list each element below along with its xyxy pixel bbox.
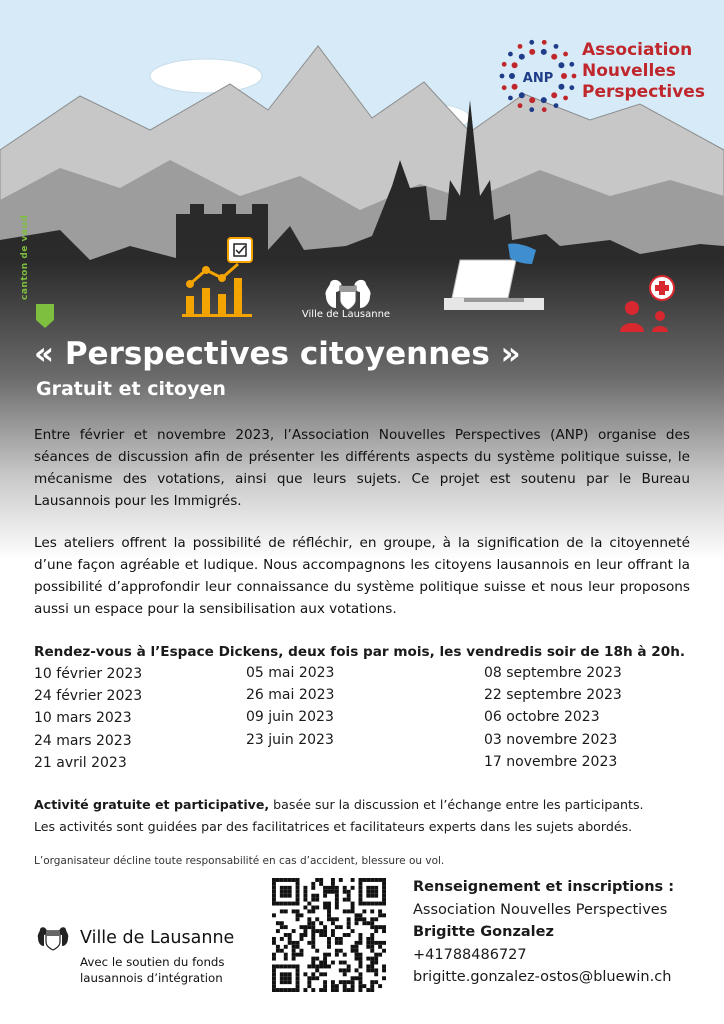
anp-logo-dot xyxy=(542,40,547,45)
anp-logo-dot xyxy=(558,62,564,68)
anp-logo-dot xyxy=(509,73,515,79)
anp-logo-dot xyxy=(558,84,564,90)
date-item: 06 octobre 2023 xyxy=(484,709,600,726)
anp-name-line-2: Nouvelles xyxy=(582,61,676,81)
dates-column-1 xyxy=(34,663,142,774)
qr-code-icon[interactable] xyxy=(272,878,386,992)
anp-logo-dot xyxy=(519,54,525,60)
date-item: 05 mai 2023 xyxy=(246,665,335,681)
anp-logo-dot xyxy=(529,107,534,112)
anp-logo-dot xyxy=(512,62,518,68)
anp-logo-dot xyxy=(529,97,535,103)
vaud-logo-icon xyxy=(34,244,56,330)
anp-logo-dot xyxy=(500,74,505,79)
anp-name-line-3: Perspectives xyxy=(582,82,705,102)
activity-rest: basée sur la discussion et l’échange entre les participants. xyxy=(269,797,644,812)
intro-paragraph: Entre février et novembre 2023, l’Association Nouvelles Perspectives (ANP) organise des séances de discussion afin de présenter les différents aspects du système politique suisse, le mécanisme des votations, ainsi que leurs sujets. Ce projet est soutenu par le Bureau Lausannois pour les Immigrés. xyxy=(34,427,690,509)
dates-column-2 xyxy=(246,662,334,751)
anp-logo-dot xyxy=(554,103,559,108)
anp-logo-dot xyxy=(563,52,568,57)
page-subtitle: Gratuit et citoyen xyxy=(36,378,226,400)
anp-logo-dot xyxy=(554,44,559,49)
lausanne-crest-icon xyxy=(30,926,76,954)
anp-logo-dot xyxy=(569,62,574,67)
activity-bold: Activité gratuite et participative, xyxy=(34,797,270,812)
anp-logo-dot xyxy=(512,84,518,90)
date-item: 10 mars 2023 xyxy=(34,710,132,727)
anp-logo-dot xyxy=(508,96,513,101)
contact-phone[interactable]: +41788486727 xyxy=(413,946,527,963)
anp-logo-dot xyxy=(551,92,557,98)
disclaimer: L’organisateur décline toute responsabilité en cas d’accident, blessure ou vol. xyxy=(34,855,445,867)
lausanne-top-label: Ville de Lausanne xyxy=(301,309,391,320)
contact-organization: Association Nouvelles Perspectives xyxy=(413,901,668,918)
anp-logo-dot xyxy=(561,73,567,79)
chart-icon xyxy=(180,236,256,318)
date-item: 23 juin 2023 xyxy=(246,731,334,748)
anp-logo-dot xyxy=(542,107,547,112)
workshop-paragraph: Les ateliers offrent la possibilité de réfléchir, en groupe, à la signification de la citoyenneté d’une façon agréable et ludique. Nous accompagnons les citoyens lausannois en leur offrant la possibilité d’approfondir leur connaissance du système politique suisse et nous leur proposons aussi un espace pour la sensibilisation aux votations. xyxy=(34,535,690,617)
anp-logo-dot xyxy=(529,40,534,45)
anp-logo-dot xyxy=(518,103,523,108)
anp-logo-text: ANP xyxy=(522,71,554,86)
anp-logo-dot xyxy=(518,44,523,49)
contact-person: Brigitte Gonzalez xyxy=(413,924,554,940)
anp-logo-dot xyxy=(541,49,547,55)
date-item: 21 avril 2023 xyxy=(34,754,127,771)
activity-description xyxy=(34,794,694,838)
anp-logo-dot xyxy=(529,49,535,55)
anp-logo-dot xyxy=(541,97,547,103)
anp-logo-dot xyxy=(502,85,507,90)
ballot-box-icon xyxy=(442,240,546,316)
date-item: 26 mai 2023 xyxy=(246,687,335,704)
anp-logo-dot xyxy=(551,54,557,60)
lausanne-support-text xyxy=(80,954,225,986)
anp-logo-dot xyxy=(563,96,568,101)
anp-logo-dot xyxy=(519,92,525,98)
dates-column-3 xyxy=(484,662,622,773)
date-item: 24 mars 2023 xyxy=(34,732,132,749)
anp-name-line-1: Association xyxy=(582,40,693,60)
date-item: 22 septembre 2023 xyxy=(484,687,622,704)
date-item: 03 novembre 2023 xyxy=(484,731,618,748)
date-item: 24 février 2023 xyxy=(34,688,143,705)
page-title: « Perspectives citoyennes » xyxy=(34,336,521,372)
lausanne-support-line-2: lausannois d’intégration xyxy=(80,971,223,985)
date-item: 08 septembre 2023 xyxy=(484,665,622,681)
rendezvous-heading: Rendez-vous à l’Espace Dickens, deux fois par mois, les vendredis soir de 18h à 20h. xyxy=(34,644,686,660)
activity-line-2: Les activités sont guidées par des facilitatrices et facilitateurs experts dans les sujets abordés. xyxy=(34,819,633,834)
date-item: 17 novembre 2023 xyxy=(484,753,618,770)
lausanne-support-line-1: Avec le soutien du fonds xyxy=(80,955,225,969)
anp-name xyxy=(582,40,705,103)
contact-heading: Renseignement et inscriptions : xyxy=(413,879,675,895)
anp-logo-dot xyxy=(502,62,507,67)
swiss-citizens-icon xyxy=(616,274,688,336)
vaud-logo-label: canton de vaud xyxy=(20,214,30,300)
contact-block xyxy=(413,876,713,989)
contact-email[interactable]: brigitte.gonzalez-ostos@bluewin.ch xyxy=(413,969,672,985)
anp-logo-dot xyxy=(572,74,577,79)
lausanne-name: Ville de Lausanne xyxy=(80,928,235,948)
date-item: 09 juin 2023 xyxy=(246,709,334,726)
date-item: 10 février 2023 xyxy=(34,666,143,682)
lausanne-sponsor-block xyxy=(30,926,270,996)
anp-logo-dot xyxy=(508,52,513,57)
anp-logo-dot xyxy=(569,85,574,90)
